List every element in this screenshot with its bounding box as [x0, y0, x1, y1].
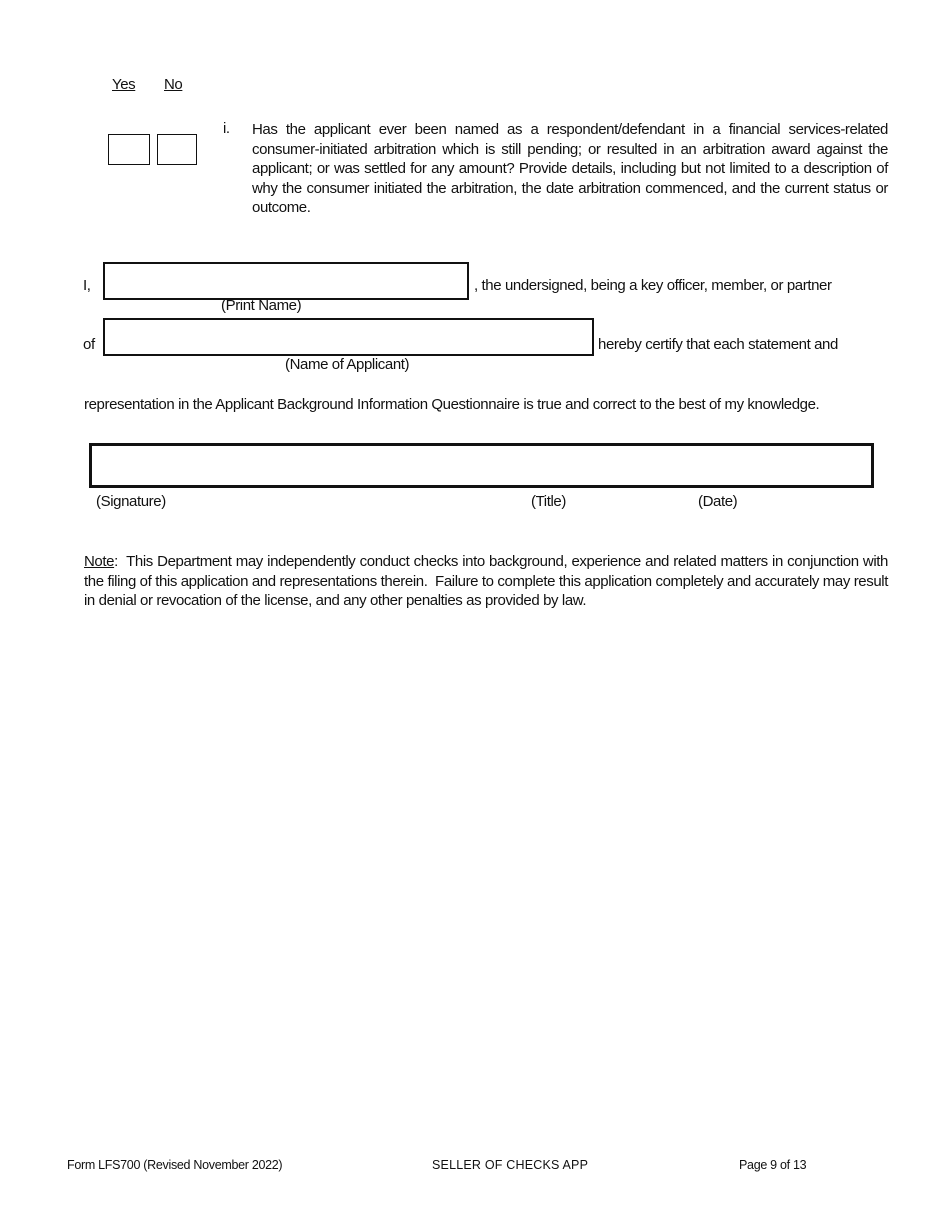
note-colon: :: [114, 553, 118, 570]
print-name-field[interactable]: [103, 262, 469, 300]
footer-app-name: SELLER OF CHECKS APP: [432, 1158, 589, 1172]
question-text: Has the applicant ever been named as a respondent/defendant in a financial services-related consumer-initiated arbitration which is still pending; or resulted in an arbitration award against the applicant; or was settled for any amount? Provide details, including but not limited to a description of why the consumer initiated the arbitration, the date arbitration commenced, and the current status or outcome.: [252, 121, 888, 216]
cert-after-applicant: hereby certify that each statement and: [598, 336, 838, 353]
footer-page-number: Page 9 of 13: [739, 1158, 807, 1172]
note-text: This Department may independently conduct checks into background, experience and related matters in conjunction with the filing of this application and representations therein. Failure to complete this application completely and accurately may result in denial or revocation of the license, and any other penalties as provided by law.: [84, 553, 892, 609]
no-column-label: No: [164, 76, 183, 93]
yes-checkbox[interactable]: [108, 134, 150, 165]
cert-continuation: representation in the Applicant Background Information Questionnaire is true and correct to the best of my knowledge.: [84, 396, 820, 413]
applicant-name-field[interactable]: [103, 318, 594, 356]
applicant-name-caption: (Name of Applicant): [285, 356, 410, 373]
cert-prefix-of: of: [83, 336, 95, 353]
print-name-caption: (Print Name): [221, 297, 302, 314]
footer-form-id: Form LFS700 (Revised November 2022): [67, 1158, 283, 1172]
cert-after-name: , the undersigned, being a key officer, member, or partner: [474, 277, 832, 294]
question-marker: i.: [223, 120, 230, 137]
no-checkbox[interactable]: [157, 134, 197, 165]
title-caption: (Title): [531, 493, 566, 510]
signature-caption: (Signature): [96, 493, 166, 510]
yes-column-label: Yes: [112, 76, 136, 93]
signature-field[interactable]: [89, 443, 874, 488]
note-label: Note: [84, 553, 115, 570]
date-caption: (Date): [698, 493, 738, 510]
cert-prefix-i: I,: [83, 277, 91, 294]
note-paragraph: [84, 552, 892, 611]
